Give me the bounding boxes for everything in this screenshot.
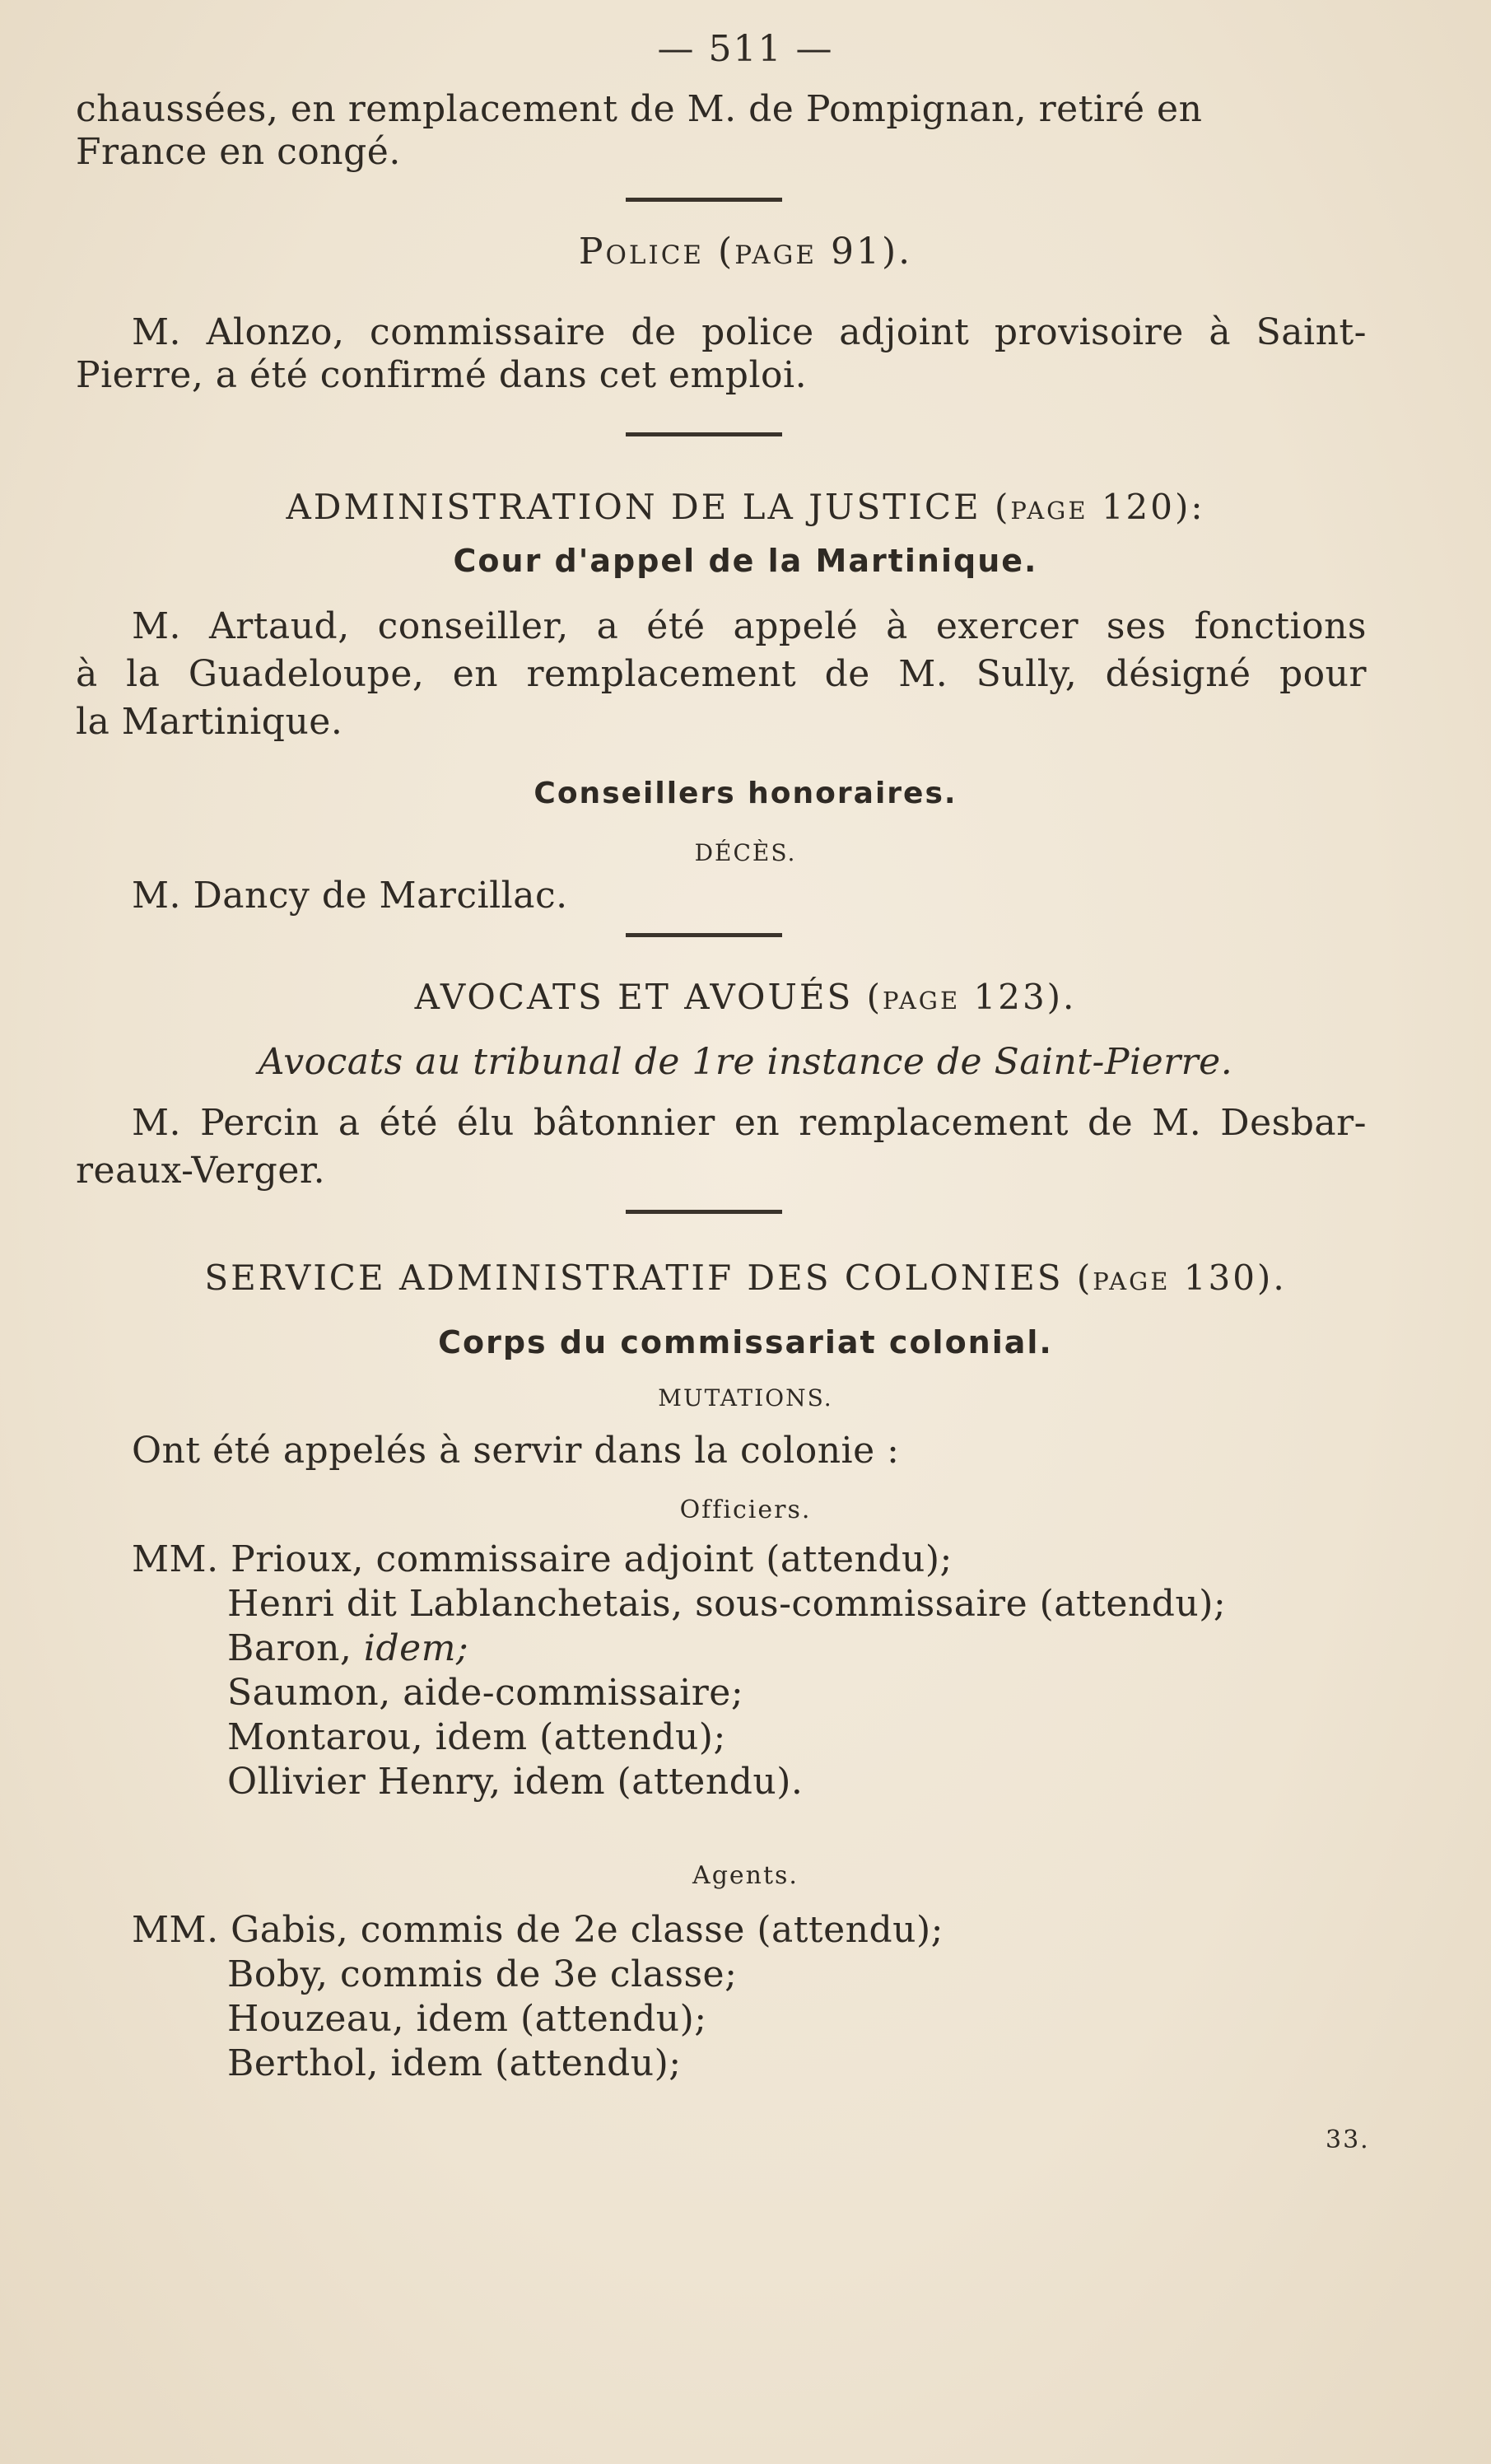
officier-name: Prioux, [231, 1538, 364, 1580]
officier-name: Ollivier Henry, [227, 1761, 501, 1803]
agent-detail: idem (attendu); [390, 2042, 682, 2084]
justice-subheading: Cour d'appel de la Martinique. [453, 543, 1038, 579]
officier-detail: idem (attendu). [513, 1761, 804, 1803]
service-subheading: Corps du commissariat colonial. [438, 1324, 1053, 1360]
section-divider [626, 432, 782, 436]
officier-entry [227, 1627, 468, 1670]
officier-entry [132, 1538, 953, 1581]
agent-name: Berthol, [227, 2042, 379, 2084]
agent-detail: idem (attendu); [416, 1998, 707, 2040]
officier-name: Henri dit Lablanchetais, [227, 1583, 683, 1625]
agent-name: Gabis, [231, 1909, 349, 1951]
officier-entry [227, 1761, 803, 1804]
section-divider [626, 1210, 782, 1214]
officier-entry [227, 1583, 1226, 1626]
justice-line-1: M. Artaud, conseiller, a été appelé à exercer ses fonctions [132, 605, 1367, 647]
police-line-2: Pierre, a été confirmé dans cet emploi. [76, 354, 808, 396]
deces-label: DÉCÈS. [694, 839, 797, 866]
avocats-subheading: Avocats au tribunal de 1re instance de Saint-Pierre. [258, 1041, 1233, 1083]
officier-name: Baron, [227, 1627, 352, 1669]
avocats-line-1: M. Percin a été élu bâtonnier en remplacement de M. Desbar- [132, 1102, 1367, 1144]
police-heading: Police (page 91). [578, 231, 913, 273]
officier-entry [227, 1716, 726, 1759]
honoraires-heading: Conseillers honoraires. [533, 777, 958, 810]
service-heading: SERVICE ADMINISTRATIF DES COLONIES (page 130). [204, 1258, 1287, 1298]
agent-detail: commis de 2e classe (attendu); [360, 1909, 944, 1951]
page-number: — 511 — [657, 28, 834, 70]
officier-prefix: MM. [132, 1538, 219, 1580]
agent-name: Boby, [227, 1953, 328, 1995]
agent-name: Houzeau, [227, 1998, 404, 2040]
section-divider [626, 198, 782, 202]
avocats-line-2: reaux-Verger. [76, 1150, 326, 1192]
agent-entry [227, 2042, 682, 2085]
mutations-label: MUTATIONS. [658, 1384, 833, 1412]
officier-detail: idem; [363, 1627, 469, 1669]
officier-detail: sous-commissaire (attendu); [695, 1583, 1227, 1625]
officier-detail: commissaire adjoint (attendu); [375, 1538, 953, 1580]
justice-heading: ADMINISTRATION DE LA JUSTICE (page 120): [286, 487, 1205, 527]
agents-label: Agents. [692, 1861, 799, 1890]
justice-line-2: à la Guadeloupe, en remplacement de M. Sully, désigné pour [76, 653, 1367, 695]
agent-entry [227, 1953, 737, 1996]
agent-entry [227, 1998, 707, 2041]
section-divider [626, 933, 782, 937]
intro-line-2: France en congé. [76, 131, 401, 173]
officier-detail: aide-commissaire; [403, 1672, 744, 1714]
intro-line-1: chaussées, en remplacement de M. de Pompignan, retiré en [76, 88, 1203, 130]
avocats-heading: AVOCATS ET AVOUÉS (page 123). [414, 977, 1077, 1017]
officier-name: Saumon, [227, 1672, 391, 1714]
officier-name: Montarou, [227, 1716, 424, 1758]
agent-prefix: MM. [132, 1909, 219, 1951]
agent-detail: commis de 3e classe; [340, 1953, 738, 1995]
agent-entry [132, 1909, 944, 1952]
deces-entry: M. Dancy de Marcillac. [132, 875, 568, 917]
officiers-label: Officiers. [679, 1496, 812, 1524]
signature-mark: 33. [1326, 2126, 1370, 2154]
justice-line-3: la Martinique. [76, 701, 343, 743]
officier-entry [227, 1672, 743, 1715]
officier-detail: idem (attendu); [435, 1716, 726, 1758]
service-intro: Ont été appelés à servir dans la colonie : [132, 1430, 900, 1472]
police-line-1: M. Alonzo, commissaire de police adjoint provisoire à Saint- [132, 311, 1367, 353]
